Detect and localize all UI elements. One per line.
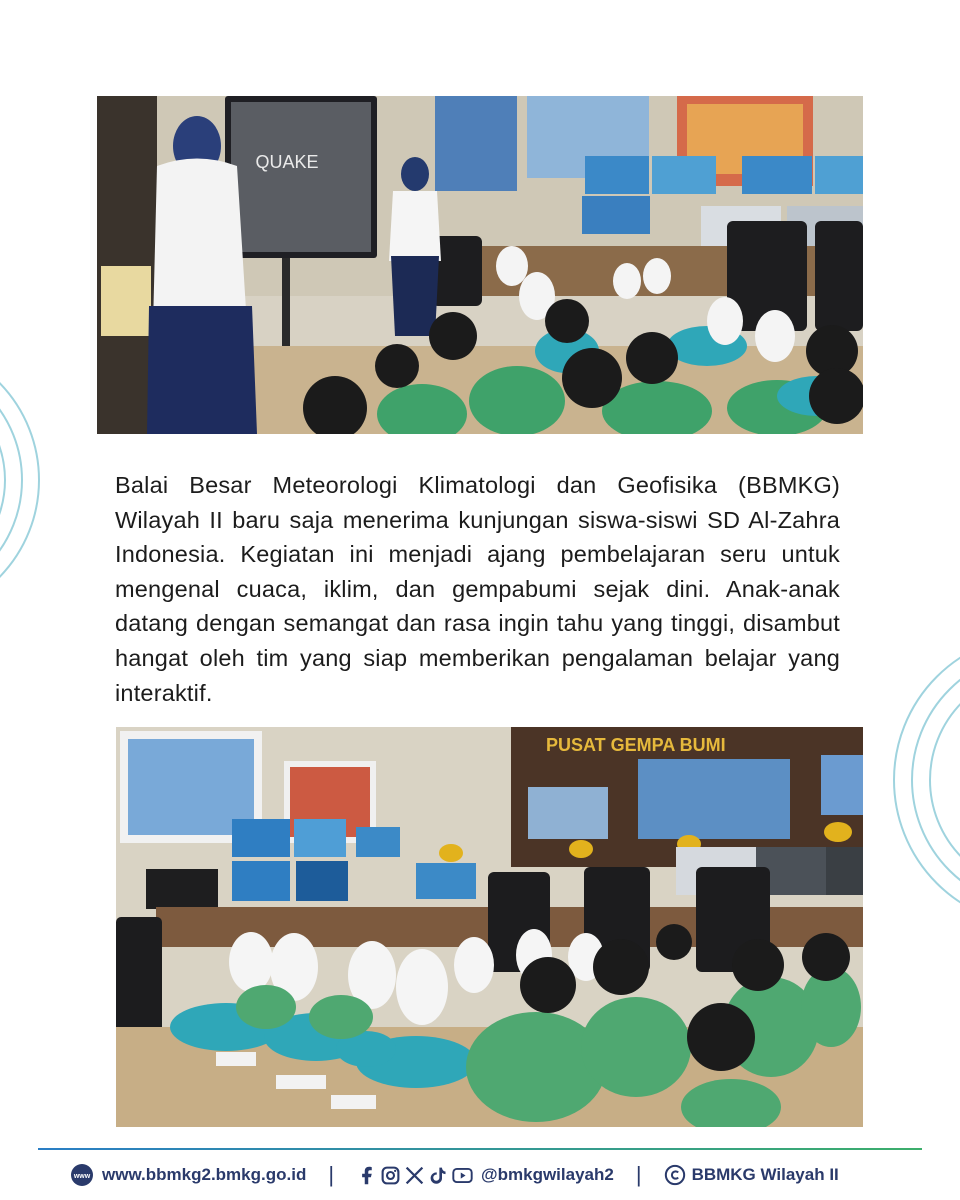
x-icon[interactable]	[404, 1165, 425, 1186]
footer	[70, 1158, 900, 1192]
svg-text:www: www	[73, 1173, 91, 1180]
photo-presentation	[97, 96, 863, 434]
tiktok-icon[interactable]	[428, 1165, 449, 1186]
screen-title-text: QUAKE	[255, 152, 319, 172]
article-paragraph: Balai Besar Meteorologi Klimatologi dan Geofisika (BBMKG) Wilayah II baru saja menerima kunjungan siswa-siswi SD Al-Zahra Indonesia. Kegiatan ini menjadi ajang pembelajaran seru untuk mengenal cuaca, iklim, dan gempabumi sejak dini. Anak-anak datang dengan semangat dan rasa ingin tahu yang tinggi, disambut hangat oleh tim yang siap memberikan pengalaman belajar yang interaktif.	[115, 472, 840, 706]
instagram-icon[interactable]	[380, 1165, 401, 1186]
footer-separator: |	[328, 1162, 335, 1187]
copyright-text: BBMKG Wilayah II	[691, 1165, 839, 1184]
photo-earthquake-center	[116, 727, 863, 1127]
center-sign-text: PUSAT GEMPA BUMI	[546, 735, 726, 755]
decorative-arcs-left	[0, 340, 70, 620]
facebook-icon[interactable]	[356, 1165, 377, 1186]
footer-divider	[38, 1148, 922, 1150]
copyright-icon	[664, 1164, 686, 1186]
social-handle[interactable]: @bmkgwilayah2	[481, 1165, 614, 1184]
decorative-arcs-right	[890, 630, 960, 930]
globe-icon	[70, 1163, 94, 1187]
website-link[interactable]: www.bbmkg2.bmkg.go.id	[102, 1165, 307, 1184]
footer-separator: |	[635, 1162, 642, 1187]
youtube-icon[interactable]	[452, 1165, 473, 1186]
social-icons	[356, 1165, 473, 1186]
